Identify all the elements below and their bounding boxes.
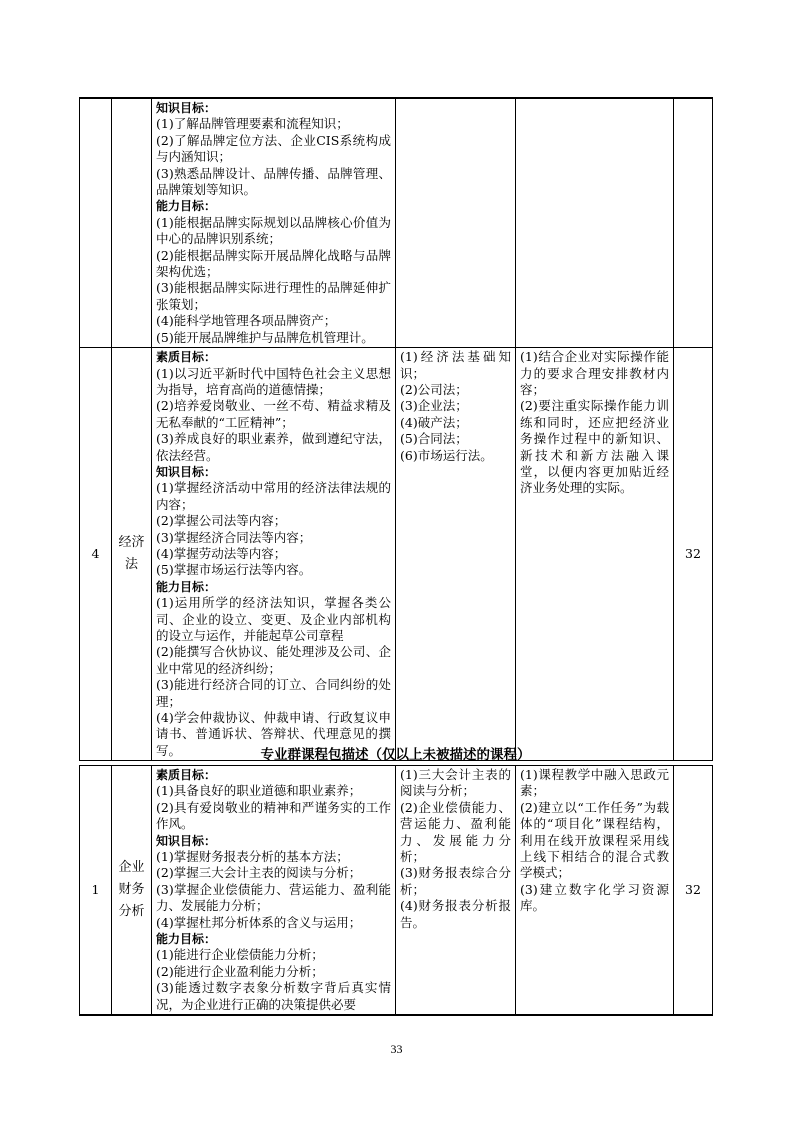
objective-item: (4)掌握劳动法等内容； [156,545,287,561]
content-item: (2)企业偿债能力、营运能力、盈利能力、发展能力分析； [400,799,511,865]
requirement-item: (1)课程教学中融入思政元素； [520,767,669,799]
objective-heading: 知识目标： [156,101,217,115]
requirement-item: (3)建立数字化学习资源库。 [520,881,669,914]
table-row [80,766,713,1016]
course-objectives [152,98,396,348]
objective-item: (4)掌握杜邦分析体系的含义与运用； [156,914,362,930]
content-item: (5)合同法； [400,431,468,447]
objective-item: (2)掌握三大会计主表的阅读与分析； [156,865,362,881]
objective-heading: 能力目标： [156,199,217,214]
objective-heading: 知识目标： [156,833,217,848]
objective-item: (1)掌握经济活动中常用的经济法律法规的内容； [156,480,391,512]
course-hours: 32 [674,766,713,1016]
objective-item: (1)掌握财务报表分析的基本方法； [156,849,349,865]
objective-item: (1)运用所学的经济法知识，掌握各类公司、企业的设立、变更、及企业内部机构的设立与运作，并能起草公司章程 [156,595,391,643]
content-item: (3)企业法； [400,398,468,414]
content-item: (6)市场运行法。 [400,447,493,463]
course-requirements [516,766,674,1016]
course-number: 4 [80,348,112,761]
objective-item: (2)培养爱岗敬业、一丝不苟、精益求精及无私奉献的“工匠精神”； [156,398,391,430]
objective-item: (4)学会仲裁协议、仲裁申请、行政复议申请书、普通诉状、答辩状、代理意见的撰写。 [156,710,391,758]
course-requirements [516,98,674,348]
course-name: 企业财务分析 [112,766,152,1016]
objective-heading: 能力目标： [156,579,217,594]
objective-item: (1)以习近平新时代中国特色社会主义思想为指导，培育高尚的道德情操； [156,365,391,397]
objective-item: (3)能根据品牌实际进行理性的品牌延伸扩张策划； [156,280,391,312]
course-requirements [516,348,674,761]
table-row [80,98,713,348]
course-content [396,348,516,761]
content-item: (4)财务报表分析报告。 [400,898,511,930]
objective-item: (3)掌握企业偿债能力、营运能力、盈利能力、发展能力分析； [156,881,391,914]
objective-item: (2)具有爱岗敬业的精神和严谨务实的工作作风。 [156,799,391,832]
objective-item: (3)养成良好的职业素养，做到遵纪守法，依法经营。 [156,431,391,463]
course-table-continued [79,97,713,761]
content-item: (2)公司法； [400,381,468,397]
objective-item: (3)能进行经济合同的订立、合同纠纷的处理； [156,677,391,709]
section-title: 专业群课程包描述（仅以上未被描述的课程） [260,747,531,763]
content-item: (1)经济法基础知识； [400,349,511,381]
content-item: (4)破产法； [400,414,468,430]
objective-item: (5)掌握市场运行法等内容。 [156,562,312,578]
objective-item: (2)能撰写合伙协议、能处理涉及公司、企业中常见的经济纠纷； [156,644,391,676]
requirement-item: (2)建立以“工作任务”为载体的“项目化”课程结构，利用在线开放课程采用线上线下相结合的混合式教学模式； [520,799,669,881]
course-number: 1 [80,766,112,1016]
course-package-table [79,765,713,1016]
objective-heading: 素质目标： [156,350,217,365]
requirement-item: (2)要注重实际操作能力训练和同时，还应把经济业务操作过程中的新知识、新技术和新方法融入课堂，以便内容更加贴近经济业务处理的实际。 [520,398,669,496]
content-item: (1)三大会计主表的阅读与分析； [400,767,511,799]
objective-heading: 能力目标： [156,932,217,947]
objective-item: (3)掌握经济合同法等内容； [156,529,312,545]
course-hours [674,98,713,348]
table-row [80,348,713,761]
objective-item: (2)能根据品牌实际开展品牌化战略与品牌架构优选； [156,247,391,280]
course-name [112,98,152,348]
course-hours: 32 [674,348,713,761]
objective-item: (5)能开展品牌维护与品牌危机管理计。 [156,329,374,345]
course-content [396,98,516,348]
objective-item: (1)能根据品牌实际规划以品牌核心价值为中心的品牌识别系统； [156,214,391,247]
objective-item: (2)能进行企业盈利能力分析； [156,963,324,979]
objective-item: (2)了解品牌定位方法、企业CIS系统构成与内涵知识； [156,132,391,165]
course-objectives [152,766,396,1016]
objective-item: (1)了解品牌管理要素和流程知识； [156,116,349,132]
course-number [80,98,112,348]
objective-item: (1)具备良好的职业道德和职业素养； [156,783,362,799]
content-item: (3)财务报表综合分析； [400,865,511,897]
objective-item: (3)熟悉品牌设计、品牌传播、品牌管理、品牌策划等知识。 [156,165,391,198]
objective-item: (4)能科学地管理各项品牌资产； [156,313,337,329]
requirement-item: (1)结合企业对实际操作能力的要求合理安排教材内容； [520,349,669,397]
course-objectives [152,348,396,761]
objective-heading: 素质目标： [156,768,217,782]
objective-heading: 知识目标： [156,464,217,479]
course-content [396,766,516,1016]
objective-item: (3)能透过数字表象分析数字背后真实情况，为企业进行正确的决策提供必要 [156,980,391,1012]
objective-item: (2)掌握公司法等内容； [156,513,287,529]
course-name: 经济法 [112,348,152,761]
objective-item: (1)能进行企业偿债能力分析； [156,947,324,963]
page-number: 33 [390,1042,403,1056]
